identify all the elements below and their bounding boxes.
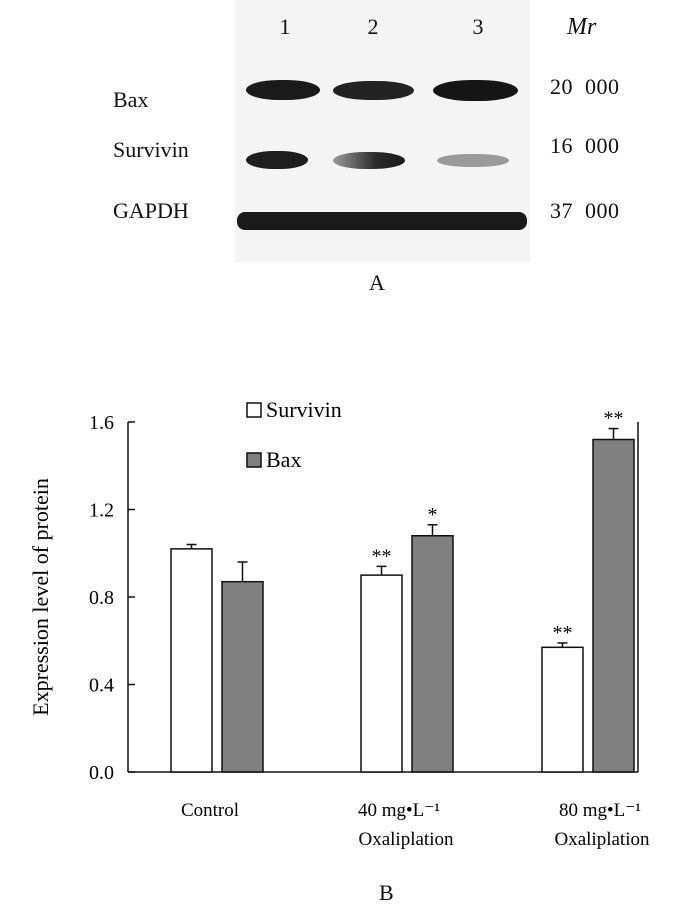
mr-column-title: Mr — [567, 14, 597, 40]
mr-value-gapdh: 37 000 — [550, 198, 620, 223]
band-survivin-lane-2 — [333, 152, 405, 169]
category-label-line2: Oxaliplation — [554, 829, 650, 850]
category-label-line1: Control — [180, 800, 240, 821]
panel-label-b: B — [379, 880, 394, 905]
legend-label-survivin: Survivin — [266, 397, 342, 422]
lane-number-1: 1 — [279, 14, 291, 39]
y-axis-label: Expression level of protein — [28, 478, 53, 716]
bar-bax-2 — [593, 440, 634, 773]
legend-label-bax: Bax — [266, 447, 302, 472]
band-gapdh-strip — [237, 212, 527, 230]
y-tick-label: 0.0 — [89, 762, 114, 784]
bar-survivin-2 — [542, 647, 583, 772]
legend-swatch-bax — [247, 453, 261, 467]
lane-number-2: 2 — [367, 14, 379, 39]
mr-value-bax: 20 000 — [550, 74, 620, 99]
bar-bax-1 — [412, 536, 453, 772]
band-bax-lane-3 — [433, 80, 518, 101]
y-tick-label: 0.4 — [89, 674, 114, 697]
bar-survivin-0 — [171, 549, 212, 772]
y-tick-label: 0.8 — [89, 587, 114, 609]
significance-marker: * — [427, 503, 438, 526]
category-label-line1: 40 mg•L⁻¹ — [357, 800, 441, 821]
bar-survivin-1 — [361, 575, 402, 772]
bar-chart — [0, 370, 700, 917]
mr-value-survivin: 16 000 — [550, 133, 620, 158]
significance-marker: ** — [552, 621, 573, 644]
panel-label-a: A — [369, 270, 385, 295]
band-bax-lane-2 — [333, 81, 414, 100]
lane-number-3: 3 — [472, 14, 484, 39]
band-survivin-lane-3 — [437, 154, 509, 167]
legend-swatch-survivin — [247, 403, 261, 417]
significance-marker: ** — [603, 407, 624, 430]
y-tick-label: 1.2 — [89, 499, 114, 522]
band-bax-lane-1 — [246, 80, 320, 100]
bar-bax-0 — [222, 582, 263, 772]
significance-marker: ** — [371, 545, 392, 568]
category-label-line2: Oxaliplation — [358, 829, 454, 850]
row-label-gapdh: GAPDH — [113, 198, 189, 223]
category-label-line1: 80 mg•L⁻¹ — [558, 800, 642, 821]
y-tick-label: 1.6 — [89, 412, 114, 434]
row-label-survivin: Survivin — [113, 137, 189, 162]
row-label-bax: Bax — [113, 87, 149, 112]
band-survivin-lane-1 — [246, 151, 308, 169]
